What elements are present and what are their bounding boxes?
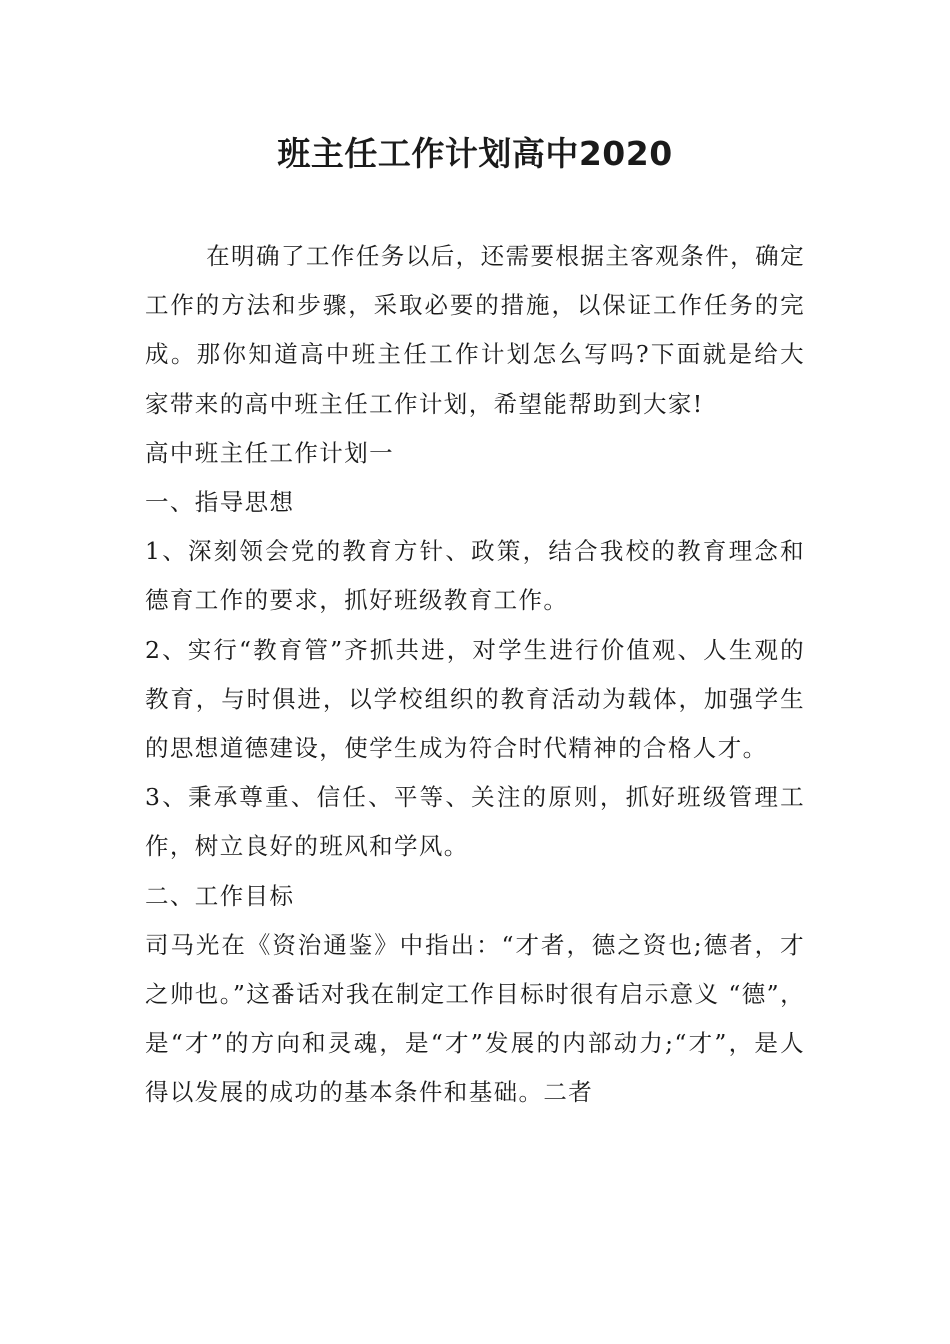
section-heading-guiding-thought: 一、指导思想 (145, 488, 295, 517)
document-body (145, 232, 805, 1118)
guiding-item-2: 2、实行“教育管”齐抓共进，对学生进行价值观、人生观的教育，与时俱进，以学校组织的教育活动为载体，加强学生的思想道德建设，使学生成为符合时代精神的合格人才。 (145, 635, 805, 763)
guiding-item-3: 3、秉承尊重、信任、平等、关注的原则，抓好班级管理工作，树立良好的班风和学风。 (145, 783, 805, 861)
guiding-item-1: 1、深刻领会党的教育方针、政策，结合我校的教育理念和德育工作的要求，抓好班级教育工作。 (145, 537, 805, 615)
work-goals-paragraph: 司马光在《资治通鉴》中指出：“才者，德之资也;德者，才之帅也。”这番话对我在制定工作目标时很有启示意义 “德”，是“才”的方向和灵魂，是“才”发展的内部动力;“才”，是人得以发展的成功的基本条件和基础。二者 (145, 930, 805, 1107)
intro-paragraph: 在明确了工作任务以后，还需要根据主客观条件，确定工作的方法和步骤，采取必要的措施，以保证工作任务的完成。那你知道高中班主任工作计划怎么写吗?下面就是给大家带来的高中班主任工作计划，希望能帮助到大家! (145, 242, 805, 418)
section-heading-work-goals: 二、工作目标 (145, 881, 295, 910)
document-title: 班主任工作计划高中2020 (277, 134, 673, 173)
plan-heading: 高中班主任工作计划一 (145, 438, 394, 467)
